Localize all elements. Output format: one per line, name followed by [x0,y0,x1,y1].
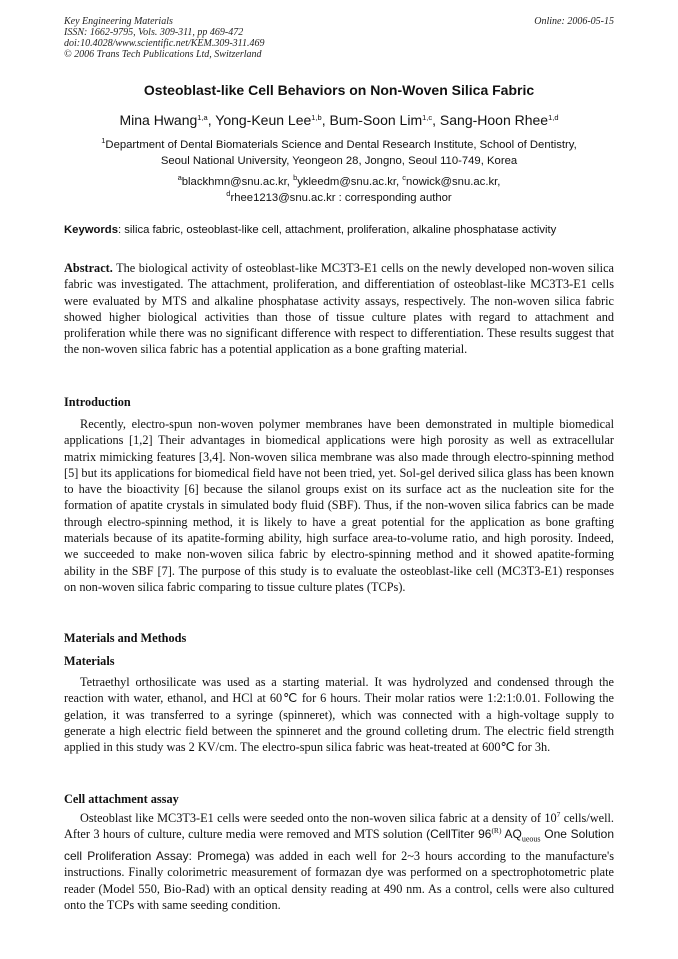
reagent-trademark: (R) [491,826,502,836]
email-d: rhee1213@snu.ac.kr : corresponding author [230,192,452,204]
keywords-label: Keywords [64,224,118,236]
author-name: Mina Hwang [119,112,198,128]
email-sup: b [293,173,298,182]
introduction-heading: Introduction [64,395,131,409]
email-b: ykleedm@snu.ac.kr, [297,176,403,188]
author-name: Sang-Hoon Rhee [439,112,549,128]
doi-line: doi:10.4028/www.scientific.net/KEM.309-311.469 [64,38,265,49]
author-list: Mina Hwang$^{1,a}$, Yong-Keun Lee$^{1,b}$, Bum-Soon Lim$^{1,c}$, Sang-Hoon Rhee$^{1,d}$ [119,112,559,128]
affiliation-line-2: Seoul National University, Yeongeon 28, Jongno, Seoul 110-749, Korea [160,155,518,167]
author-name: Bum-Soon Lim [329,112,423,128]
journal-name: Key Engineering Materials [64,16,173,27]
reagent-name: (CellTiter 96 [426,827,492,842]
online-date: Online: 2006-05-15 [534,16,614,27]
cell-text-part: was added in each well for 2~3 hours according to the manufacture's instructions. Finally colorimetric measurement of formazan dye was performed on a spectrophotometric plate reader (Model 550, Bio-Rad) with an optical density reading at 490 nm. As a control, cells were also cultured onto the TCPs with same seeding condition. [64,849,615,912]
affiliation-line-1: Department of Dental Biomaterials Science and Dental Research Institute, School of Dentistry, [105,139,577,151]
abstract-text: The biological activity of osteoblast-like MC3T3-E1 cells on the newly developed non-woven silica fabric was investigated. The attachment, proliferation, and differentiation of osteoblast-like MC3T3-E1 cells were evaluated by MTS and alkaline phosphatase activity assays, respectively. The non-woven silica fabric showed higher biological activities than those of tissue culture plates with regard to attachment and proliferation while there was no significant difference with respect to differentiation. These results suggest that the non-woven silica fabric has a potential application as a bone grafting material. [64,261,614,357]
cell-attachment-text [64,810,614,913]
reagent-subscript: ueous [521,834,541,844]
copyright-line: © 2006 Trans Tech Publications Ltd, Switzerland [64,49,262,60]
methods-heading: Materials and Methods [64,631,187,645]
paper-title: Osteoblast-like Cell Behaviors on Non-Woven Silica Fabric [143,82,535,98]
cell-density-exponent: 7 [556,810,561,819]
affiliation [0,137,678,169]
author-sup: 1,b [311,113,322,122]
email-sup: a [177,173,182,182]
author-sup: 1,a [197,113,208,122]
reagent-name: One Solution cell Proliferation Assay: Promega) [64,827,614,864]
cell-attachment-heading: Cell attachment assay [64,792,179,806]
materials-heading: Materials [64,654,115,668]
email-a: blackhmn@snu.ac.kr, [181,176,294,188]
abstract [64,260,614,358]
issn-line: ISSN: 1662-9795, Vols. 309-311, pp 469-472 [64,27,244,38]
abstract-label: Abstract. [64,261,113,275]
email-list [0,174,678,206]
introduction-text: Recently, electro-spun non-woven polymer membranes have been demonstrated in multiple biomedical applications [1,2] Their advantages in biomedical applications were high porosity as well as extracellular matrix mimicking features [3,4]. Non-woven silica membrane was also made through electro-spinning method [5] but its applications for biomedical field have not been tried, yet. Sol-gel derived silica glass has been known to have the bioactivity [6] because the silanol groups exist on its surface act as the nucleation site for the formation of apatite crystals in simulated body fluid (SBF). Thus, if the non-woven silica fabrics can be made through electro-spinning method, it is likely to have a great potential for the application as bone grafting materials because of its apatite-forming ability, high surface area-to-volume ratio, and high porosity. Indeed, we succeeded to make non-woven silica fabric by electro-spinning method and it showed apatite-forming ability in the SBF [7]. The purpose of this study is to evaluate the osteoblast-like cell (MC3T3-E1) responses on non-woven silica fabric comparing to tissue culture plates (TCPs). [64,417,614,594]
cell-text-part: cells/well. After 3 hours of culture, culture media were removed and MTS solution [64,811,614,842]
materials-text: Tetraethyl orthosilicate was used as a starting material. It was hydrolyzed and condensed through the reaction with water, ethanol, and HCl at 60℃ for 6 hours. Their molar ratios were 1:2:1:0.01. Following the gelation, it was transferred to a syringe (spinneret), which was connected with a high-voltage supply to generate a high electric field between the spinneret and the ground colleting drum. The electric field strength applied in this study was 2 KV/cm. The electro-spun silica fabric was heat-treated at 600℃ for 3h. [64,675,614,755]
keywords [64,224,624,236]
cell-text-part: Osteoblast like MC3T3-E1 cells were seeded onto the non-woven silica fabric at a density of 10 [80,811,557,825]
journal-header [64,16,614,60]
email-c: nowick@snu.ac.kr, [406,176,501,188]
author-name: Yong-Keun Lee [215,112,312,128]
author-sup: 1,d [548,113,559,122]
affiliation-sup: 1 [101,136,106,145]
author-sup: 1,c [422,113,433,122]
email-sup: d [226,189,231,198]
keywords-text: : silica fabric, osteoblast-like cell, attachment, proliferation, alkaline phosphatase activity [118,224,557,236]
reagent-name: AQ [501,827,522,842]
email-sup: c [402,173,407,182]
